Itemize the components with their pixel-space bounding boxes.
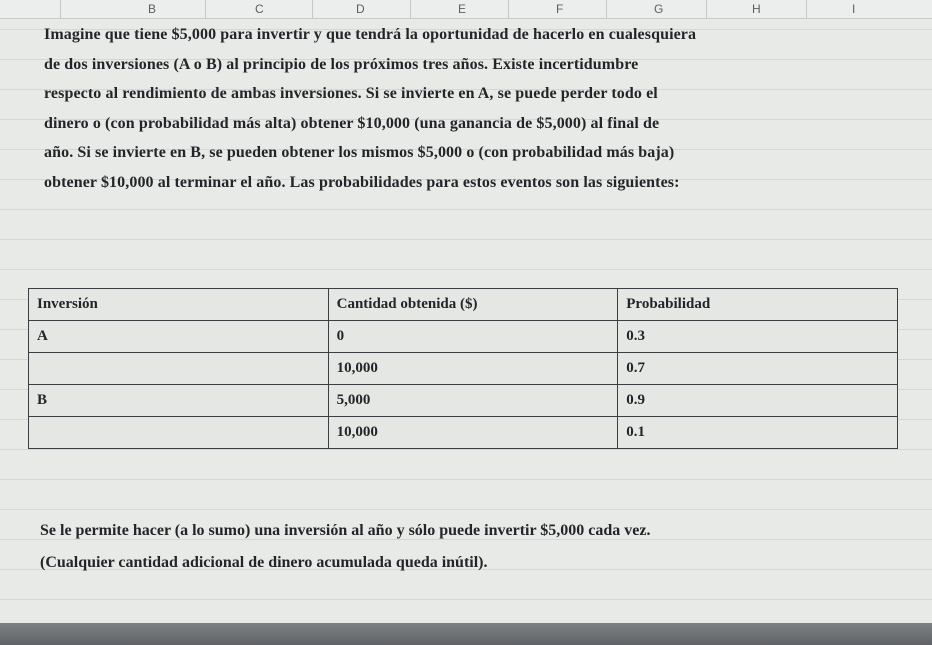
table-row xyxy=(29,385,898,417)
column-header-row xyxy=(0,0,932,19)
table-header-row xyxy=(29,289,898,321)
column-divider xyxy=(508,0,509,18)
cell-probability[interactable]: 0.9 xyxy=(618,385,898,417)
cell-investment[interactable]: B xyxy=(29,385,329,417)
problem-line: dinero o (con probabilidad más alta) obtener $10,000 (una ganancia de $5,000) al final de xyxy=(44,114,660,132)
column-divider xyxy=(706,0,707,18)
column-header-g[interactable]: G xyxy=(654,2,664,16)
cell-amount[interactable]: 10,000 xyxy=(328,353,618,385)
table-row xyxy=(29,321,898,353)
column-divider xyxy=(606,0,607,18)
column-header-c[interactable]: C xyxy=(255,2,264,16)
cell-investment[interactable] xyxy=(29,353,329,385)
column-divider xyxy=(312,0,313,18)
constraint-note: (Cualquier cantidad adicional de dinero acumulada queda inútil). xyxy=(40,554,488,571)
cell-probability[interactable]: 0.7 xyxy=(618,353,898,385)
table-row xyxy=(29,417,898,449)
cell-amount[interactable]: 0 xyxy=(328,321,618,353)
column-header-f[interactable]: F xyxy=(556,2,564,16)
table-row xyxy=(29,353,898,385)
column-header-d[interactable]: D xyxy=(356,2,365,16)
investment-table xyxy=(28,288,898,449)
problem-statement xyxy=(44,20,912,197)
header-probability[interactable]: Probabilidad xyxy=(618,289,898,321)
cell-investment[interactable]: A xyxy=(29,321,329,353)
constraint-line: Se le permite hacer (a lo sumo) una inversión al año y sólo puede invertir $5,000 cada vez. xyxy=(40,522,651,539)
header-amount[interactable]: Cantidad obtenida ($) xyxy=(328,289,618,321)
problem-line: año. Si se invierte en B, se pueden obtener los mismos $5,000 o (con probabilidad más baja) xyxy=(44,144,675,161)
column-divider xyxy=(410,0,411,18)
problem-line: obtener $10,000 al terminar el año. Las probabilidades para estos eventos son las siguientes: xyxy=(44,173,680,191)
column-header-e[interactable]: E xyxy=(458,2,467,16)
problem-line: respecto al rendimiento de ambas inversiones. Si se invierte en A, se puede perder todo el xyxy=(44,85,658,102)
problem-line: Imagine que tiene $5,000 para invertir y que tendrá la oportunidad de hacerlo en cualesquiera xyxy=(44,26,697,43)
cell-amount[interactable]: 5,000 xyxy=(328,385,618,417)
column-header-h[interactable]: H xyxy=(752,2,761,16)
cell-probability[interactable]: 0.1 xyxy=(618,417,898,449)
cell-amount[interactable]: 10,000 xyxy=(328,417,618,449)
column-divider xyxy=(806,0,807,18)
screen-bezel xyxy=(0,623,932,645)
column-divider xyxy=(60,0,61,18)
column-header-i[interactable]: I xyxy=(852,2,856,16)
header-investment[interactable]: Inversión xyxy=(29,289,329,321)
column-header-b[interactable]: B xyxy=(148,2,157,16)
problem-line: de dos inversiones (A o B) al principio de los próximos tres años. Existe incertidumbre xyxy=(44,55,639,73)
column-divider xyxy=(205,0,206,18)
cell-probability[interactable]: 0.3 xyxy=(618,321,898,353)
cell-investment[interactable] xyxy=(29,417,329,449)
